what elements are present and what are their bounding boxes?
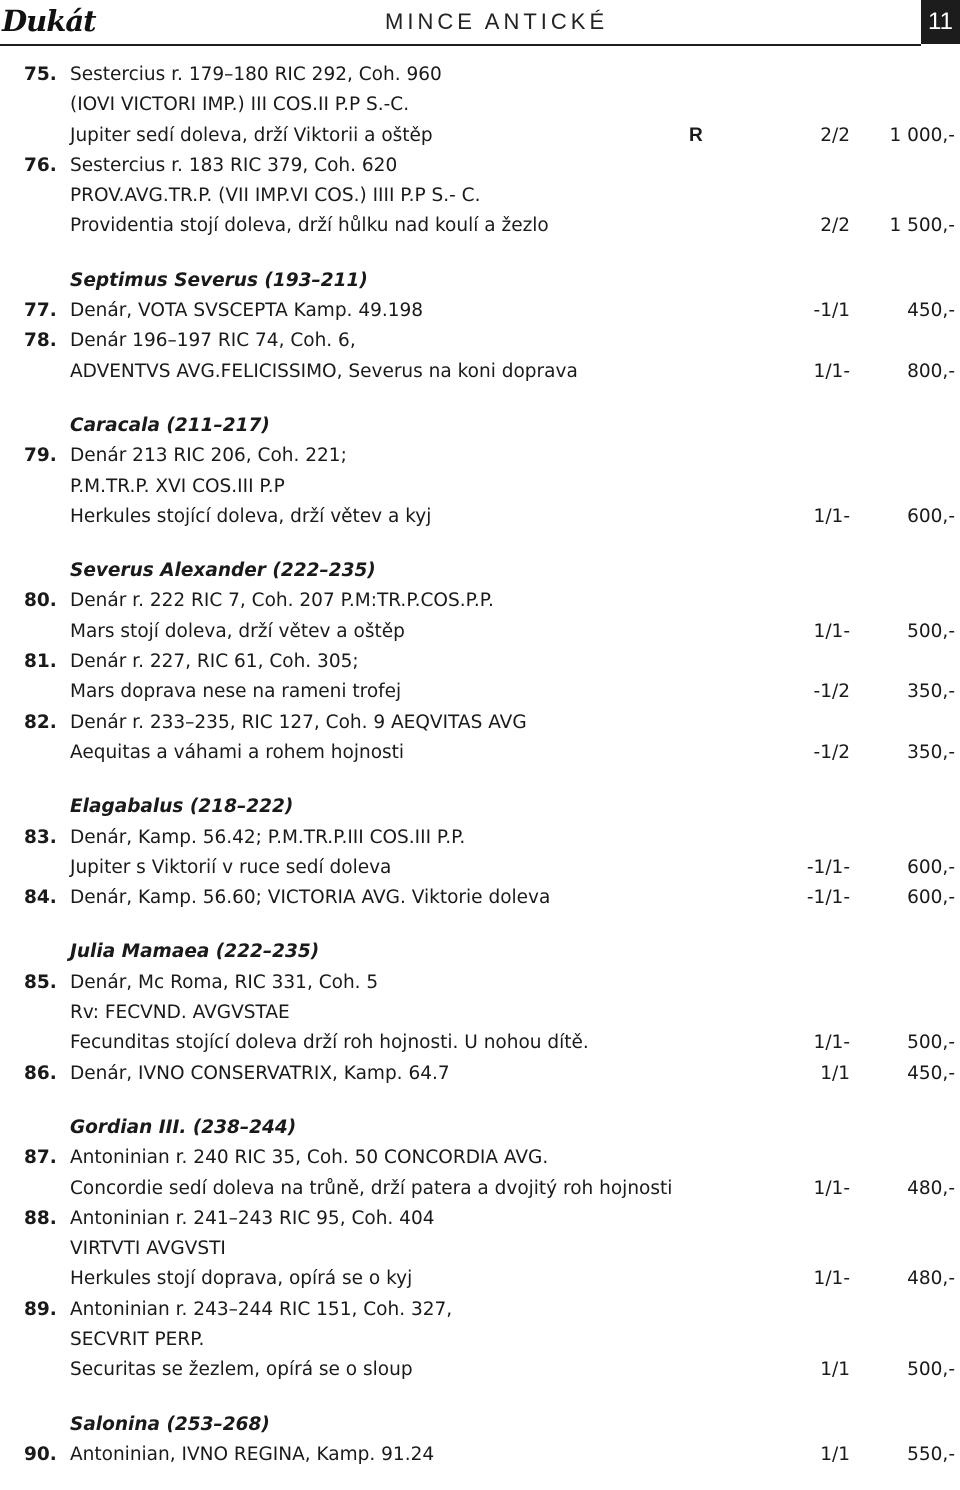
catalog-line <box>0 90 960 120</box>
catalog-line <box>0 441 960 471</box>
catalog-line <box>0 357 960 387</box>
catalog-line <box>0 1325 960 1355</box>
ruler-name: Caracala (211–217) <box>70 414 270 436</box>
ruler-heading <box>0 266 960 296</box>
catalog-line <box>0 121 960 151</box>
dukat-logo: Dukát <box>2 4 96 38</box>
catalog-line <box>0 677 960 707</box>
condition-grade: 1/1- <box>813 505 850 527</box>
lot-price: 800,- <box>907 360 955 382</box>
ruler-name: Salonina (253–268) <box>70 1413 270 1435</box>
catalog-line <box>0 647 960 677</box>
lot-price: 450,- <box>907 300 955 322</box>
condition-grade: 1/1 <box>820 1443 850 1465</box>
condition-grade: -1/1 <box>813 300 850 322</box>
catalog-line <box>0 998 960 1028</box>
page-number: 11 <box>921 0 960 44</box>
catalog-line <box>0 1355 960 1385</box>
section-gap <box>0 1386 960 1410</box>
lot-description: Mars doprava nese na rameni trofej <box>70 681 402 703</box>
lot-number: 81. <box>24 651 57 673</box>
catalog-line <box>0 211 960 241</box>
catalog-line <box>0 1174 960 1204</box>
catalog-line <box>0 296 960 326</box>
catalog-line <box>0 151 960 181</box>
lot-description: Antoninian, IVNO REGINA, Kamp. 91.24 <box>70 1443 435 1465</box>
condition-grade: 1/1 <box>820 1359 850 1381</box>
page-header <box>0 0 960 48</box>
catalog-line <box>0 326 960 356</box>
lot-description: Antoninian r. 240 RIC 35, Coh. 50 CONCORDIA AVG. <box>70 1147 549 1169</box>
condition-grade: 1/1- <box>813 1177 850 1199</box>
ruler-heading <box>0 937 960 967</box>
ruler-heading <box>0 411 960 441</box>
section-gap <box>0 1089 960 1113</box>
lot-number: 77. <box>24 300 57 322</box>
condition-grade: -1/1- <box>806 856 850 878</box>
lot-number: 90. <box>24 1443 57 1465</box>
lot-price: 450,- <box>907 1062 955 1084</box>
ruler-name: Julia Mamaea (222–235) <box>70 941 320 963</box>
section-gap <box>0 242 960 266</box>
lot-description: Denár 213 RIC 206, Coh. 221; <box>70 445 347 467</box>
lot-price: 480,- <box>907 1268 955 1290</box>
lot-number: 84. <box>24 887 57 909</box>
catalog-line <box>0 1440 960 1470</box>
section-gap <box>0 768 960 792</box>
ruler-heading <box>0 556 960 586</box>
header-rule <box>0 44 921 46</box>
lot-description: Antoninian r. 243–244 RIC 151, Coh. 327, <box>70 1298 453 1320</box>
catalog-line <box>0 1264 960 1294</box>
lot-price: 550,- <box>907 1443 955 1465</box>
lot-description: Jupiter sedí doleva, drží Viktorii a oštěp <box>70 124 433 146</box>
lot-number: 87. <box>24 1147 57 1169</box>
lot-description: Sestercius r. 179–180 RIC 292, Coh. 960 <box>70 64 442 85</box>
section-gap <box>0 387 960 411</box>
lot-number: 86. <box>24 1062 57 1084</box>
lot-number: 80. <box>24 590 57 612</box>
lot-number: 83. <box>24 826 57 848</box>
lot-description: Fecunditas stojící doleva drží roh hojnosti. U nohou dítě. <box>70 1032 589 1054</box>
condition-grade: -1/1- <box>806 887 850 909</box>
condition-grade: 1/1- <box>813 620 850 642</box>
catalog-line <box>0 1234 960 1264</box>
lot-description: Aequitas a váhami a rohem hojnosti <box>70 741 405 763</box>
section-title: MINCE ANTICKÉ <box>385 9 609 34</box>
lot-description: Mars stojí doleva, drží větev a oštěp <box>70 620 405 642</box>
lot-description: SECVRIT PERP. <box>70 1328 205 1350</box>
catalog-line <box>0 60 960 90</box>
lot-description: Denár, IVNO CONSERVATRIX, Kamp. 64.7 <box>70 1062 450 1084</box>
lot-price: 500,- <box>907 620 955 642</box>
catalog-line <box>0 708 960 738</box>
lot-number: 78. <box>24 330 57 352</box>
lot-price: 500,- <box>907 1359 955 1381</box>
lot-description: Rv: FECVND. AVGVSTAE <box>70 1002 290 1024</box>
catalog-line <box>0 472 960 502</box>
lot-description: Antoninian r. 241–243 RIC 95, Coh. 404 <box>70 1207 435 1229</box>
lot-description: Jupiter s Viktorií v ruce sedí doleva <box>70 856 392 878</box>
lot-description: VIRTVTI AVGVSTI <box>70 1238 226 1260</box>
lot-description: Denár r. 227, RIC 61, Coh. 305; <box>70 651 359 673</box>
catalog-line <box>0 853 960 883</box>
catalog-list <box>0 60 960 1470</box>
ruler-heading <box>0 792 960 822</box>
catalog-line <box>0 1295 960 1325</box>
lot-number: 79. <box>24 445 57 467</box>
condition-grade: 2/2 <box>820 124 850 146</box>
lot-number: 89. <box>24 1298 57 1320</box>
condition-grade: -1/2 <box>813 681 850 703</box>
lot-description: Securitas se žezlem, opírá se o sloup <box>70 1359 413 1381</box>
lot-number: 75. <box>24 64 57 85</box>
lot-description: Providentia stojí doleva, drží hůlku nad koulí a žezlo <box>70 215 549 237</box>
ruler-name: Septimus Severus (193–211) <box>70 269 368 291</box>
lot-description: ADVENTVS AVG.FELICISSIMO, Severus na koni doprava <box>70 360 578 382</box>
catalog-line <box>0 181 960 211</box>
lot-description: PROV.AVG.TR.P. (VII IMP.VI COS.) IIII P.P S.- C. <box>70 185 481 207</box>
catalog-line <box>0 617 960 647</box>
condition-grade: 2/2 <box>820 215 850 237</box>
catalog-line <box>0 1028 960 1058</box>
catalog-line <box>0 1204 960 1234</box>
condition-grade: 1/1- <box>813 1268 850 1290</box>
condition-grade: 1/1 <box>820 1062 850 1084</box>
catalog-line <box>0 1143 960 1173</box>
section-gap <box>0 532 960 556</box>
ruler-heading <box>0 1410 960 1440</box>
lot-price: 350,- <box>907 681 955 703</box>
catalog-line <box>0 823 960 853</box>
catalog-line <box>0 968 960 998</box>
lot-price: 1 000,- <box>889 124 955 146</box>
lot-description: Denár 196–197 RIC 74, Coh. 6, <box>70 330 356 352</box>
lot-description: Sestercius r. 183 RIC 379, Coh. 620 <box>70 154 398 176</box>
lot-description: Denár r. 233–235, RIC 127, Coh. 9 AEQVITAS AVG <box>70 711 527 733</box>
rarity-mark: R <box>689 124 703 146</box>
catalog-line <box>0 502 960 532</box>
lot-price: 480,- <box>907 1177 955 1199</box>
lot-price: 350,- <box>907 741 955 763</box>
ruler-heading <box>0 1113 960 1143</box>
lot-price: 600,- <box>907 505 955 527</box>
lot-number: 76. <box>24 154 57 176</box>
lot-description: Denár, VOTA SVSCEPTA Kamp. 49.198 <box>70 300 424 322</box>
lot-number: 85. <box>24 971 57 993</box>
lot-description: Denár r. 222 RIC 7, Coh. 207 P.M:TR.P.COS.P.P. <box>70 590 494 612</box>
lot-description: Denár, Mc Roma, RIC 331, Coh. 5 <box>70 971 379 993</box>
lot-price: 600,- <box>907 856 955 878</box>
condition-grade: 1/1- <box>813 360 850 382</box>
lot-price: 1 500,- <box>889 215 955 237</box>
lot-number: 88. <box>24 1207 57 1229</box>
lot-description: P.M.TR.P. XVI COS.III P.P <box>70 475 285 497</box>
catalog-line <box>0 586 960 616</box>
lot-description: Concordie sedí doleva na trůně, drží patera a dvojitý roh hojnosti <box>70 1177 673 1199</box>
lot-description: Denár, Kamp. 56.42; P.M.TR.P.III COS.III P.P. <box>70 826 466 848</box>
catalog-line <box>0 1059 960 1089</box>
ruler-name: Gordian III. (238–244) <box>70 1116 297 1138</box>
ruler-name: Severus Alexander (222–235) <box>70 560 376 582</box>
lot-number: 82. <box>24 711 57 733</box>
condition-grade: -1/2 <box>813 741 850 763</box>
lot-description: (IOVI VICTORI IMP.) III COS.II P.P S.-C. <box>70 94 410 116</box>
lot-description: Denár, Kamp. 56.60; VICTORIA AVG. Viktorie doleva <box>70 887 551 909</box>
lot-price: 600,- <box>907 887 955 909</box>
condition-grade: 1/1- <box>813 1032 850 1054</box>
lot-description: Herkules stojí doprava, opírá se o kyj <box>70 1268 413 1290</box>
catalog-line <box>0 738 960 768</box>
lot-price: 500,- <box>907 1032 955 1054</box>
lot-description: Herkules stojící doleva, drží větev a kyj <box>70 505 432 527</box>
ruler-name: Elagabalus (218–222) <box>70 796 294 818</box>
section-gap <box>0 913 960 937</box>
catalog-line <box>0 883 960 913</box>
